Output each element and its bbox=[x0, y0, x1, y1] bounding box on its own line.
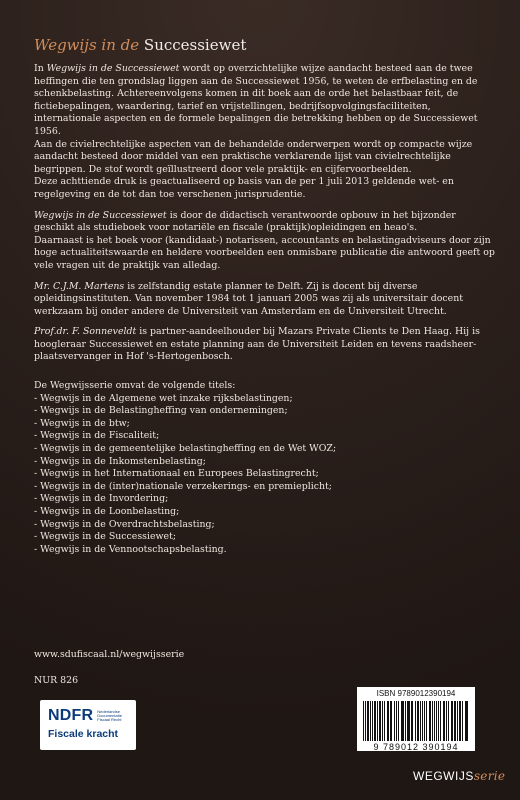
barcode-bar bbox=[372, 701, 373, 741]
barcode-bar bbox=[420, 701, 421, 741]
series-url: www.sdufiscaal.nl/wegwijsserie bbox=[34, 649, 185, 660]
series-intro: De Wegwijsserie omvat de volgende titels: bbox=[34, 380, 236, 392]
barcode-bar bbox=[387, 701, 388, 741]
series-title-item: - Wegwijs in het Internationaal en Europees Belastingrecht; bbox=[34, 468, 319, 480]
series-title-item: - Wegwijs in de Algemene wet inzake rijksbelastingen; bbox=[34, 392, 293, 404]
series-title-item: - Wegwijs in de Successiewet; bbox=[34, 531, 177, 543]
barcode-bar bbox=[367, 701, 369, 741]
barcode-bar bbox=[436, 701, 438, 741]
author-1-text: is zelfstandig estate planner te Delft. Zij is docent bij diverse opleidingsinstituten. Van november 1984 tot 1 januari 2005 was zij als universitair docent werkzaam bij onder andere de Universiteit van Amsterdam en de Universiteit Utrecht. bbox=[34, 280, 464, 317]
usage-paragraph-1 bbox=[34, 210, 496, 235]
ndfr-subtitle: Nederlandse Documentatie Fiscaal Recht bbox=[97, 709, 122, 722]
barcode-bar bbox=[379, 701, 381, 741]
barcode-bar bbox=[396, 701, 398, 741]
ndfr-wordmark: NDFR bbox=[48, 707, 94, 724]
usage-paragraph-2: Daarnaast is het boek voor (kandidaat-) notarissen, accountants en belastingadviseurs door zijn hoge actualiteitswaarde en heldere voorbeelden een onmisbare publicatie die antwoord geeft op vele vragen uit de praktijk van alledag. bbox=[34, 234, 495, 271]
barcode-bar bbox=[432, 701, 433, 741]
series-title-item: - Wegwijs in de Invordering; bbox=[34, 493, 169, 505]
barcode-bar bbox=[466, 701, 468, 741]
barcode-bar bbox=[377, 701, 378, 741]
wegwijs-serie-brand bbox=[413, 769, 505, 783]
barcode-bar bbox=[374, 701, 376, 741]
author-2-name: Prof.dr. F. Sonneveldt bbox=[34, 326, 137, 338]
barcode-bar bbox=[426, 701, 428, 741]
cover-title bbox=[34, 36, 246, 54]
barcode-bar bbox=[405, 701, 406, 741]
barcode-bar bbox=[384, 701, 385, 741]
barcode-bar bbox=[462, 701, 463, 741]
series-title-item: - Wegwijs in de btw; bbox=[34, 417, 130, 429]
title-main: Successiewet bbox=[143, 36, 247, 54]
intro-paragraph-2: Aan de civielrechtelijke aspecten van de behandelde onderwerpen wordt op compacte wijze aandacht besteed door middel van een praktische verklarende lijst van civielrechtelijke begrippen. De stof wordt geïllustreerd door vele praktijk- en cijfervoorbeelden. bbox=[34, 138, 473, 175]
nur-code: NUR 826 bbox=[34, 675, 79, 686]
author-1-name: Mr. C.J.M. Martens bbox=[34, 280, 125, 292]
barcode-bar bbox=[451, 701, 452, 741]
intro-p1-text: wordt op overzichtelijke wijze aandacht besteed aan de twee heffingen die ten grondslag liggen aan de Successiewet 1956, te weten de erfbelasting en de schenkbelasting. Achtereenvolgens komen in dit boek aan de orde het belastbaar feit, de fictiebepalingen, waardering, tarief en vrijstellingen, bedrijfsopvolgingsfaciliteiten, internationale aspecten en de formele bepalingen die betrekking hebben op de Successiewet 1956. bbox=[34, 63, 478, 137]
series-title-item: - Wegwijs in de Inkomstenbelasting; bbox=[34, 455, 206, 467]
isbn-label: ISBN 9789012390194 bbox=[376, 689, 456, 698]
barcode-bar bbox=[434, 701, 435, 741]
barcode-bar bbox=[411, 701, 412, 741]
barcode-bar bbox=[448, 701, 450, 741]
intro-paragraph-1 bbox=[34, 63, 496, 139]
series-title-item: - Wegwijs in de Overdrachtsbelasting; bbox=[34, 518, 215, 530]
intro-p1-prefix: In bbox=[34, 63, 47, 74]
isbn-barcode bbox=[357, 687, 475, 751]
barcode-bar bbox=[382, 701, 384, 741]
ndfr-logo bbox=[40, 700, 136, 750]
usage-p1-emphasis: Wegwijs in de Successiewet bbox=[34, 209, 167, 221]
usage-p1-text: is door de didactisch verantwoorde opbouw in het bijzonder geschikt als studieboek voor notariële en fiscale (praktijk)opleidingen en heao's. bbox=[34, 209, 456, 234]
series-title-item: - Wegwijs in de Fiscaliteit; bbox=[34, 430, 160, 442]
barcode-bar bbox=[424, 701, 425, 741]
barcode-number: 9 789012 390194 bbox=[373, 742, 459, 752]
barcode-bar bbox=[465, 701, 466, 741]
series-title-item: - Wegwijs in de gemeentelijke belastingheffing en de Wet WOZ; bbox=[34, 443, 337, 455]
barcode-bar bbox=[440, 701, 441, 741]
barcode-bar bbox=[407, 701, 409, 741]
barcode-bar bbox=[443, 701, 445, 741]
author-2-text: is partner-aandeelhouder bij Mazars Private Clients te Den Haag. Hij is hoogleraar Successiewet en estate planning aan de Universiteit Leiden en tevens raadsheer-plaatsvervanger in Hof 's-Hertogenbosch. bbox=[34, 326, 480, 363]
barcode-bar bbox=[452, 701, 453, 741]
barcode-bar bbox=[438, 701, 439, 741]
barcode-bar bbox=[394, 701, 395, 741]
barcode-bar bbox=[401, 701, 402, 741]
barcode-bar bbox=[398, 701, 399, 741]
barcode-bar bbox=[417, 701, 419, 741]
author-1-bio bbox=[34, 281, 496, 319]
barcode-bar bbox=[412, 701, 413, 741]
brand-serie: serie bbox=[473, 769, 506, 783]
series-title-item: - Wegwijs in de Loonbelasting; bbox=[34, 506, 180, 517]
series-title-item: - Wegwijs in de Vennootschapsbelasting. bbox=[34, 543, 227, 555]
intro-block bbox=[34, 63, 496, 556]
series-title-item: - Wegwijs in de Belastingheffing van ondernemingen; bbox=[34, 405, 288, 417]
author-2-bio bbox=[34, 326, 496, 364]
series-title-item: - Wegwijs in de (inter)nationale verzekerings- en premieplicht; bbox=[34, 480, 332, 492]
intro-paragraph-3: Deze achttiende druk is geactualiseerd op basis van de per 1 juli 2013 geldende wet- en regelgeving en de tot dan toe verschenen jurisprudentie. bbox=[34, 176, 454, 200]
barcode-bar bbox=[365, 701, 366, 741]
barcode-bar bbox=[415, 701, 417, 741]
barcode-bar bbox=[459, 701, 461, 741]
ndfr-tagline: Fiscale kracht bbox=[48, 728, 119, 740]
barcode-bar bbox=[429, 701, 431, 741]
barcode-bar bbox=[388, 701, 389, 741]
barcode-bar bbox=[370, 701, 371, 741]
brand-main: WEGWIJS bbox=[413, 769, 474, 783]
intro-p1-emphasis: Wegwijs in de Successiewet bbox=[46, 63, 180, 74]
series-list bbox=[34, 393, 496, 557]
barcode-bar bbox=[454, 701, 456, 741]
barcode-bar bbox=[390, 701, 392, 741]
barcode-bars bbox=[363, 701, 469, 741]
barcode-bar bbox=[446, 701, 447, 741]
barcode-bar bbox=[363, 701, 364, 741]
barcode-bar bbox=[422, 701, 423, 741]
title-italic: Wegwijs in de bbox=[34, 36, 140, 54]
barcode-bar bbox=[402, 701, 404, 741]
barcode-bar bbox=[457, 701, 458, 741]
